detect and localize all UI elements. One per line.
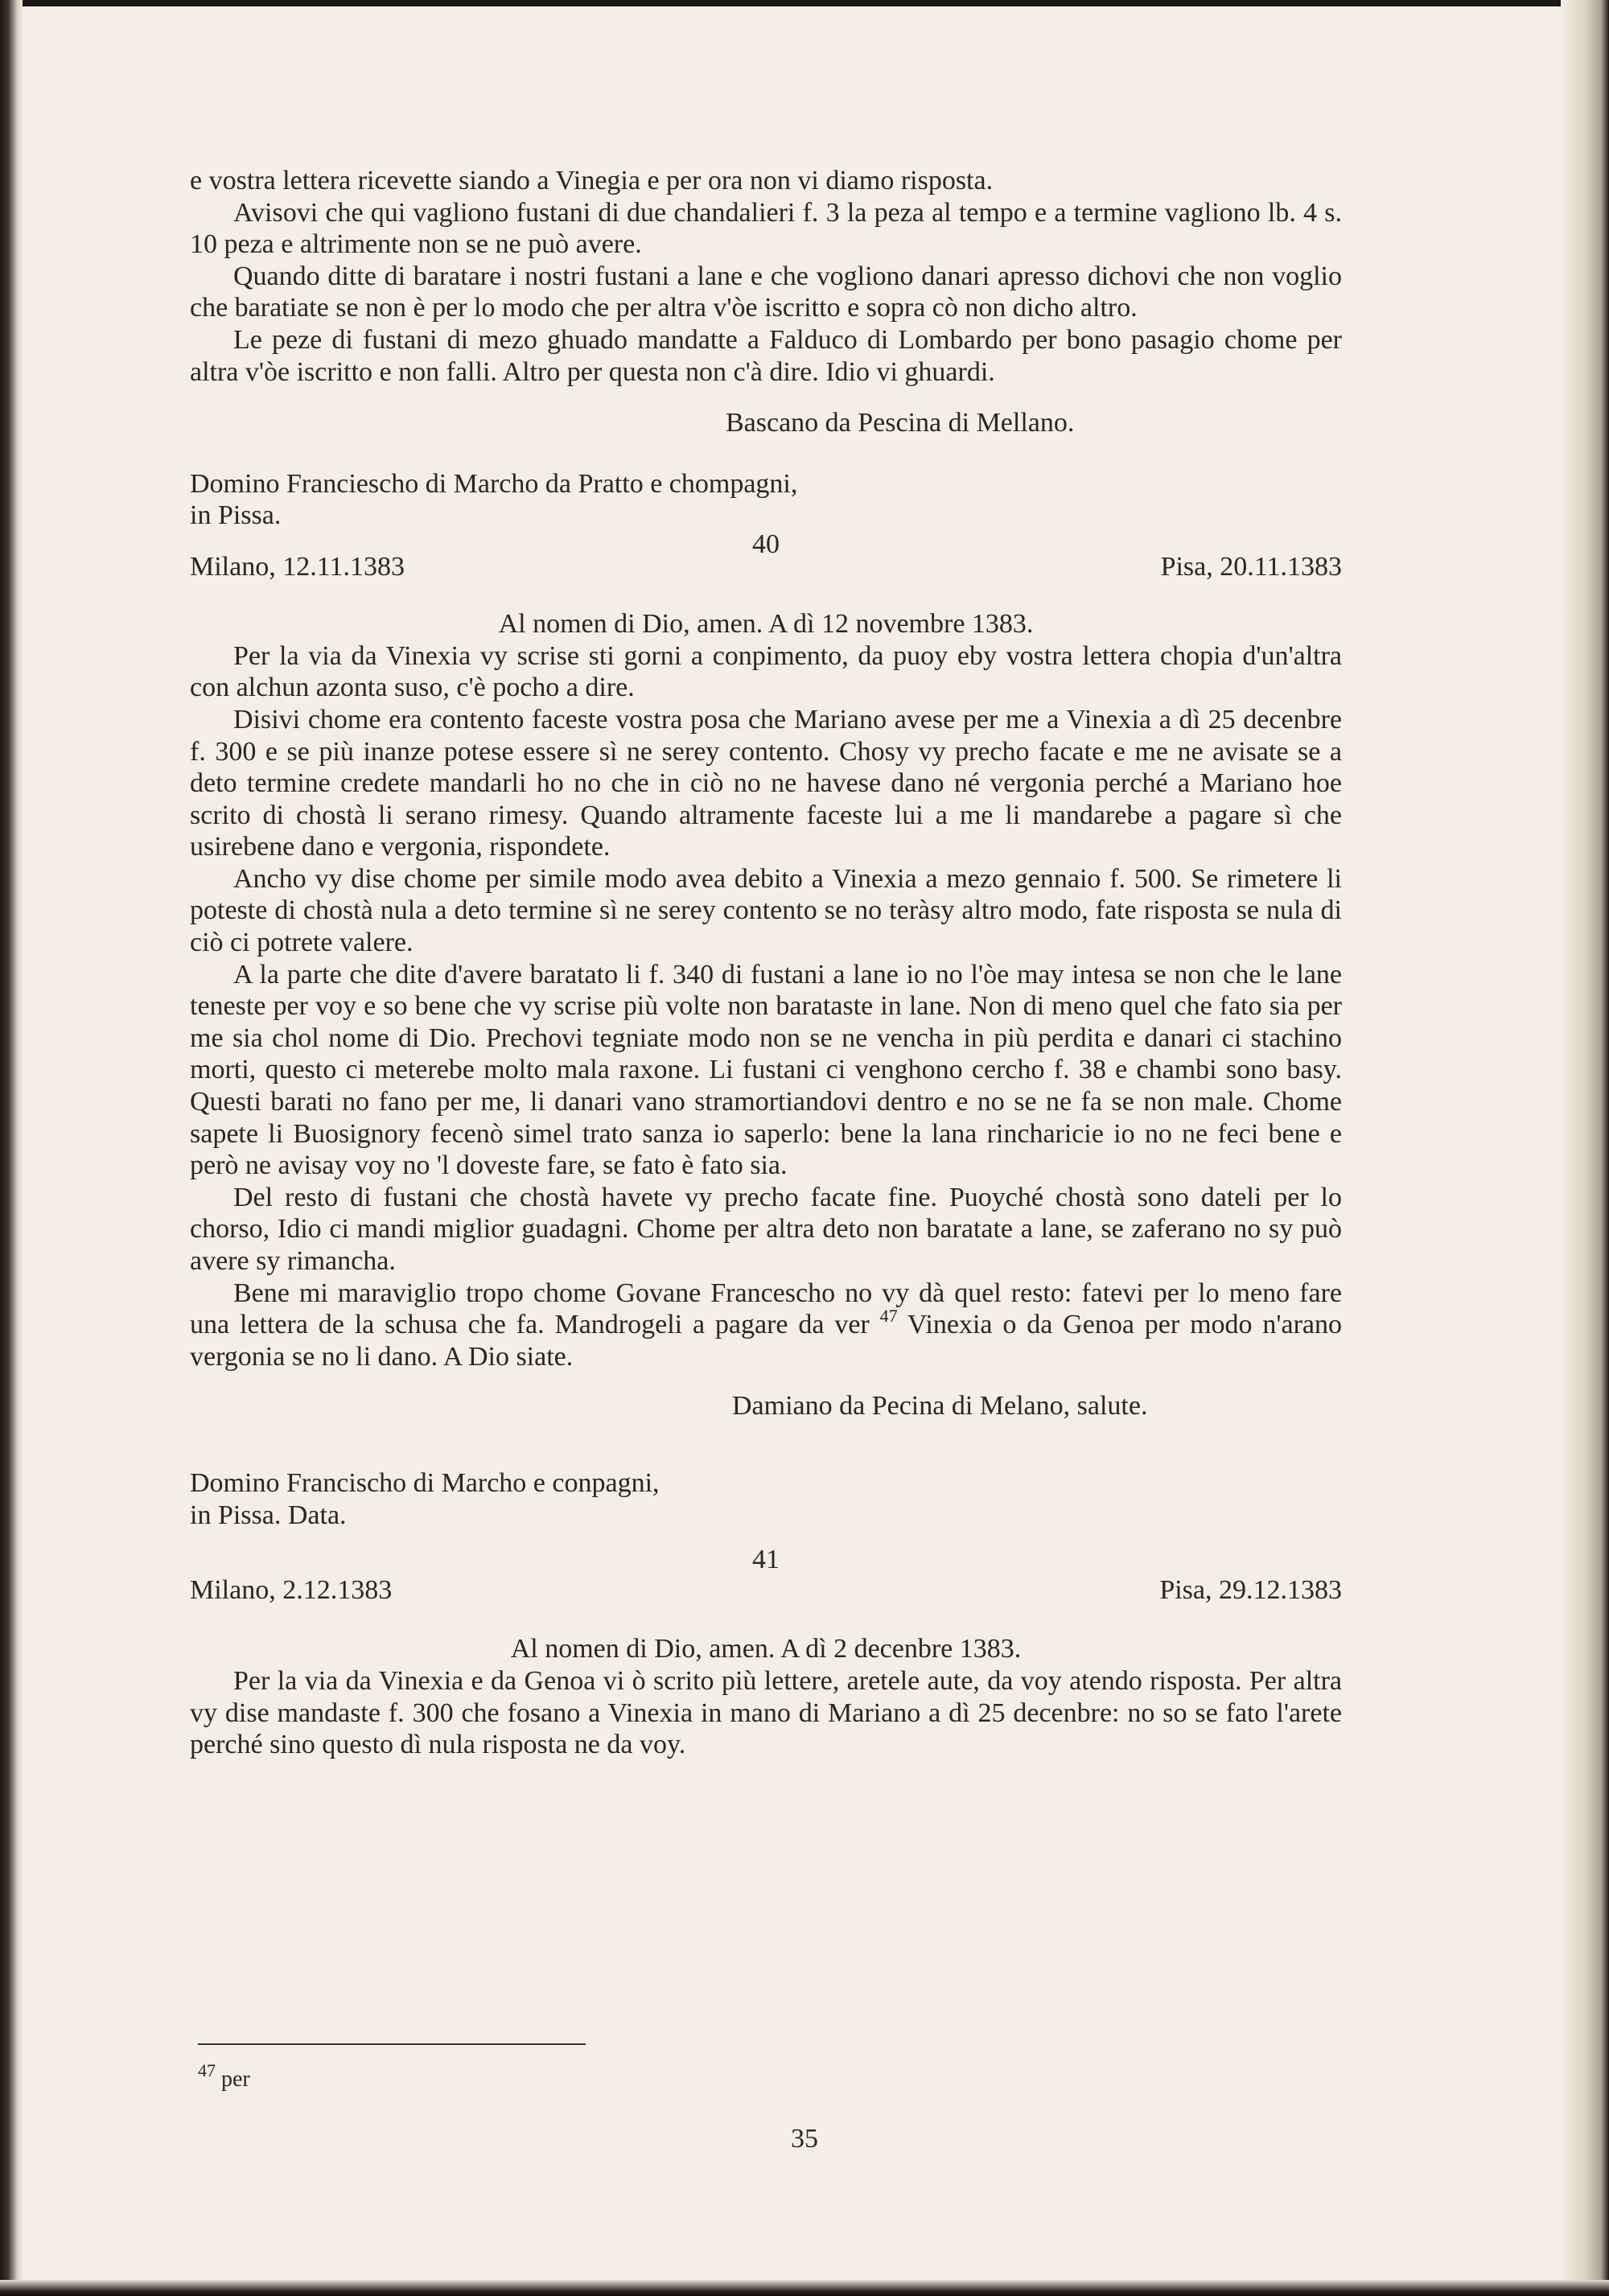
address-line: Domino Francischo di Marcho e conpagni, bbox=[190, 1467, 660, 1498]
signature: Bascano da Pescina di Mellano. bbox=[726, 408, 1075, 438]
scan-edge-left bbox=[0, 0, 23, 2296]
paragraph-part: Vinexia o da Genoa per modo n'arano vergonia se no li dano. A Dio siate. bbox=[190, 1310, 1343, 1372]
dateline bbox=[190, 1574, 1342, 1607]
paragraph: Avisovi che qui vagliono fustani di due chandalieri f. 3 la peza al tempo e a termine vagliono lb. 4 s. 10 peza e altrimente non se ne può avere. bbox=[190, 197, 1342, 260]
paragraph: Per la via da Vinexia e da Genoa vi ò scrito più lettere, aretele aute, da voy atendo risposta. Per altra vy dise mandaste f. 300 che fosano a Vinexia in mano di Mariano a dì 25 decenbre: no so se fato l'arete perché sino questo dì nula risposta ne da voy. bbox=[190, 1665, 1342, 1760]
footnote-text: per bbox=[221, 2067, 250, 2092]
scan-edge-right bbox=[1561, 0, 1609, 2296]
paragraph: Per la via da Vinexia vy scrise sti gorni a conpimento, da puoy eby vostra lettera chopia d'un'altra con alchun azonta suso, c'è pocho a dire. bbox=[190, 640, 1342, 703]
paragraph: Ancho vy dise chome per simile modo avea debito a Vinexia a mezo gennaio f. 500. Se rimetere li poteste di chostà nula a deto termine sì ne serey contento se no teràsy altro modo, fate risposta se nula di ciò ci potrete valere. bbox=[190, 863, 1342, 958]
paragraph bbox=[190, 1278, 1342, 1373]
paragraph: A la parte che dite d'avere baratato li f. 340 di fustani a lane io no l'òe may intesa se non che le lane teneste per voy e so bene che vy scrise più volte non barataste in lane. Non di meno quel che fato sia per me sia chol nome di Dio. Prechovi tegniate modo non se ne vencha in più perdita e danari ci stachino morti, questo ci meterebe molto mala raxone. Li fustani ci venghono cercho f. 38 e chambi sono basy. Questi barati no fano per me, li danari vano stramortiandovi dentro e no se ne fa se non male. Chome sapete li Buosignory fecenò simel trato sanza io saperlo: bene la lana rincharicie io no ne feci bene e però ne avisay voy no 'l doveste fare, se fato è fato sia. bbox=[190, 959, 1342, 1181]
address-line: in Pissa. Data. bbox=[190, 1500, 347, 1530]
letter-number: 40 bbox=[752, 529, 780, 559]
paragraph: Disivi chome era contento faceste vostra posa che Mariano avese per me a Vinexia a dì 25 decenbre f. 300 e se più inanze potese essere sì ne serey contento. Chosy vy precho facate e me ne avisate se a deto termine credete mandarli ho no che in ciò no ne havese dano né vergonia perché a Mariano hoe scrito di chostà li serano rimesy. Quando altramente faceste lui a me li mandarebe a pagare sì che usirebene dano e vergonia, rispondete. bbox=[190, 704, 1342, 862]
page-number: 35 bbox=[791, 2124, 818, 2154]
paragraph: Del resto di fustani che chostà havete vy precho facate fine. Puoyché chostà sono dateli per lo chorso, Idio ci mandi miglior guadagni. Chome per altra deto non baratate a lane, se zaferano no sy può avere sy rimancha. bbox=[190, 1182, 1342, 1276]
salutation: Al nomen di Dio, amen. A dì 2 decenbre 1383. bbox=[510, 1634, 1022, 1664]
paragraph-part: Bene mi maraviglio tropo chome Govane Francescho no vy dà quel resto: fatevi per lo meno fare una lettera de la schusa che fa. Mandrogeli a pagare da ver bbox=[190, 1278, 1342, 1340]
place-date-to: Pisa, 20.11.1383 bbox=[1160, 551, 1342, 582]
paragraph: Quando ditte di baratare i nostri fustani a lane e che vogliono danari apresso dichovi che non voglio che baratiate se non è per lo modo che per altra v'òe iscritto e sopra cò non dicho altro. bbox=[190, 261, 1342, 323]
address-line: in Pissa. bbox=[190, 500, 282, 531]
place-date-to: Pisa, 29.12.1383 bbox=[1159, 1574, 1342, 1605]
scan-edge-bottom bbox=[0, 2280, 1609, 2296]
page-body bbox=[190, 165, 1342, 1761]
address-line: Domino Franciescho di Marcho da Pratto e chompagni, bbox=[190, 468, 798, 499]
footnote-rule bbox=[198, 2043, 586, 2045]
paragraph: Le peze di fustani di mezo ghuado mandatte a Falduco di Lombardo per bono pasagio chome per altra v'òe iscritto e non falli. Altro per questa non c'à dire. Idio vi ghuardi. bbox=[190, 324, 1342, 387]
place-date-from: Milano, 12.11.1383 bbox=[190, 551, 405, 582]
salutation: Al nomen di Dio, amen. A dì 12 novembre 1383. bbox=[498, 609, 1034, 640]
place-date-from: Milano, 2.12.1383 bbox=[190, 1574, 393, 1605]
footnote bbox=[198, 2060, 250, 2093]
signature: Damiano da Pecina di Melano, salute. bbox=[732, 1391, 1148, 1422]
footnote-ref: 47 bbox=[879, 1306, 898, 1327]
scan-edge-top bbox=[0, 0, 1609, 6]
footnote-number: 47 bbox=[198, 2060, 216, 2080]
letter-number: 41 bbox=[752, 1545, 780, 1575]
paragraph: e vostra lettera ricevette siando a Vinegia e per ora non vi diamo risposta. bbox=[190, 166, 994, 195]
